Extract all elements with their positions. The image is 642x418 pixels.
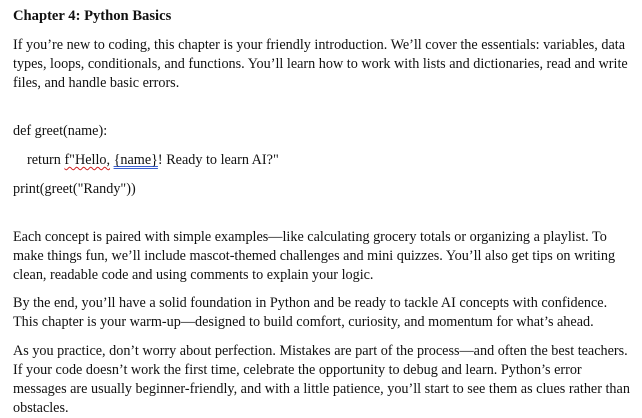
code-line-3: print(greet("Randy"))	[13, 181, 136, 197]
body-paragraph-3: As you practice, don’t worry about perfection. Mistakes are part of the process—and often the best teachers. If your code doesn’t work the first time, celebrate the opportunity to debug and learn. Python’s error messages are usually beginner-friendly, and with a little patience, you’ll start to see them as clues rather than obstacles.	[13, 343, 630, 416]
code-line-2	[27, 151, 279, 170]
code-return: return	[27, 152, 65, 168]
body-paragraph-1: Each concept is paired with simple examples—like calculating grocery totals or organizing a playlist. To make things fun, we’ll include mascot-themed challenges and mini quizzes. You’ll also get tips on writing clean, readable code and using comments to explain your logic.	[13, 229, 616, 283]
code-line-1: def greet(name):	[13, 123, 108, 139]
grammar-flag[interactable]: {name}	[113, 152, 158, 168]
chapter-heading: Chapter 4: Python Basics	[13, 8, 172, 24]
code-string-end: ! Ready to learn AI?"	[157, 152, 279, 168]
spelling-flag[interactable]: f"Hello,	[64, 152, 111, 168]
body-paragraph-2: By the end, you’ll have a solid foundation in Python and be ready to tackle AI concepts with confidence. This chapter is your warm-up—designed to build comfort, curiosity, and momentum for what’s ahead.	[13, 295, 608, 330]
intro-paragraph: If you’re new to coding, this chapter is your friendly introduction. We’ll cover the essentials: variables, data types, loops, conditionals, and functions. You’ll learn how to work with lists and dictionaries, read and write files, and handle basic errors.	[13, 37, 628, 91]
